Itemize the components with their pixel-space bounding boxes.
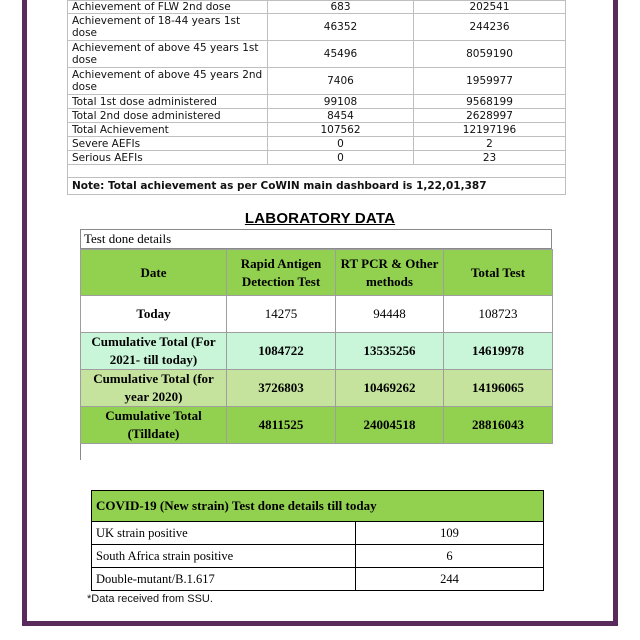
table-row	[81, 407, 553, 444]
row-rapid: 4811525	[227, 407, 336, 444]
row-total: 28816043	[444, 407, 553, 444]
page-border-left	[22, 0, 27, 626]
row-total: 2628997	[414, 109, 566, 123]
table-row	[68, 109, 566, 123]
col-header-total-test: Total Test	[444, 250, 553, 296]
row-rtpcr: 94448	[336, 296, 444, 333]
row-rtpcr: 24004518	[336, 407, 444, 444]
laboratory-table	[80, 229, 552, 460]
row-rapid: 14275	[227, 296, 336, 333]
header-row	[81, 250, 553, 296]
spacer-row	[81, 444, 553, 464]
row-total: 9568199	[414, 95, 566, 109]
strain-label: UK strain positive	[92, 522, 356, 545]
row-label: Achievement of FLW 2nd dose	[68, 1, 268, 14]
row-today: 99108	[268, 95, 414, 109]
row-total: 1959977	[414, 68, 566, 95]
strain-count: 109	[356, 522, 544, 545]
row-label: Achievement of above 45 years 2nd dose	[68, 68, 268, 95]
strain-title: COVID-19 (New strain) Test done details till today	[92, 491, 544, 522]
strain-label: South Africa strain positive	[92, 545, 356, 568]
row-total: 108723	[444, 296, 553, 333]
row-today: 0	[268, 151, 414, 165]
row-today: 107562	[268, 123, 414, 137]
table-row	[68, 151, 566, 165]
strain-count: 6	[356, 545, 544, 568]
test-done-caption: Test done details	[81, 230, 551, 249]
row-total: 12197196	[414, 123, 566, 137]
row-date: Cumulative Total (for year 2020)	[81, 370, 227, 407]
row-rtpcr: 10469262	[336, 370, 444, 407]
row-total: 202541	[414, 1, 566, 14]
table-row	[68, 68, 566, 95]
table-row	[92, 522, 544, 545]
table-row	[92, 545, 544, 568]
row-total: 2	[414, 137, 566, 151]
col-header-rtpcr: RT PCR & Other methods	[336, 250, 444, 296]
strain-label: Double-mutant/B.1.617	[92, 568, 356, 591]
table-row	[68, 14, 566, 41]
vaccination-table	[67, 0, 565, 192]
row-today: 46352	[268, 14, 414, 41]
row-total: 23	[414, 151, 566, 165]
row-total: 14619978	[444, 333, 553, 370]
row-today: 7406	[268, 68, 414, 95]
row-label: Achievement of 18-44 years 1st dose	[68, 14, 268, 41]
row-total: 14196065	[444, 370, 553, 407]
cowin-note: Note: Total achievement as per CoWIN main dashboard is 1,22,01,387	[68, 178, 566, 195]
col-header-rapid-antigen: Rapid Antigen Detection Test	[227, 250, 336, 296]
row-today: 45496	[268, 41, 414, 68]
row-today: 683	[268, 1, 414, 14]
col-header-date: Date	[81, 250, 227, 296]
table-row	[81, 370, 553, 407]
ssu-footnote: *Data received from SSU.	[87, 593, 213, 605]
row-rapid: 1084722	[227, 333, 336, 370]
table-row	[92, 568, 544, 591]
spacer-row	[68, 165, 566, 178]
row-total: 244236	[414, 14, 566, 41]
table-row	[81, 296, 553, 333]
row-label: Achievement of above 45 years 1st dose	[68, 41, 268, 68]
row-rapid: 3726803	[227, 370, 336, 407]
row-label: Total 2nd dose administered	[68, 109, 268, 123]
row-date: Cumulative Total (Tilldate)	[81, 407, 227, 444]
table-row	[68, 123, 566, 137]
note-row	[68, 178, 566, 195]
row-label: Total Achievement	[68, 123, 268, 137]
row-today: 8454	[268, 109, 414, 123]
row-today: 0	[268, 137, 414, 151]
table-row	[68, 1, 566, 14]
table-row	[68, 95, 566, 109]
table-row	[68, 41, 566, 68]
row-label: Total 1st dose administered	[68, 95, 268, 109]
row-rtpcr: 13535256	[336, 333, 444, 370]
table-row	[81, 333, 553, 370]
row-date: Today	[81, 296, 227, 333]
row-label: Serious AEFIs	[68, 151, 268, 165]
row-label: Severe AEFIs	[68, 137, 268, 151]
page-border-right	[613, 0, 618, 626]
laboratory-title: LABORATORY DATA	[244, 210, 396, 227]
strain-count: 244	[356, 568, 544, 591]
table-row	[68, 137, 566, 151]
row-total: 8059190	[414, 41, 566, 68]
page-border-bottom	[22, 621, 618, 626]
header-row	[92, 491, 544, 522]
strain-table	[91, 490, 543, 591]
row-date: Cumulative Total (For 2021- till today)	[81, 333, 227, 370]
